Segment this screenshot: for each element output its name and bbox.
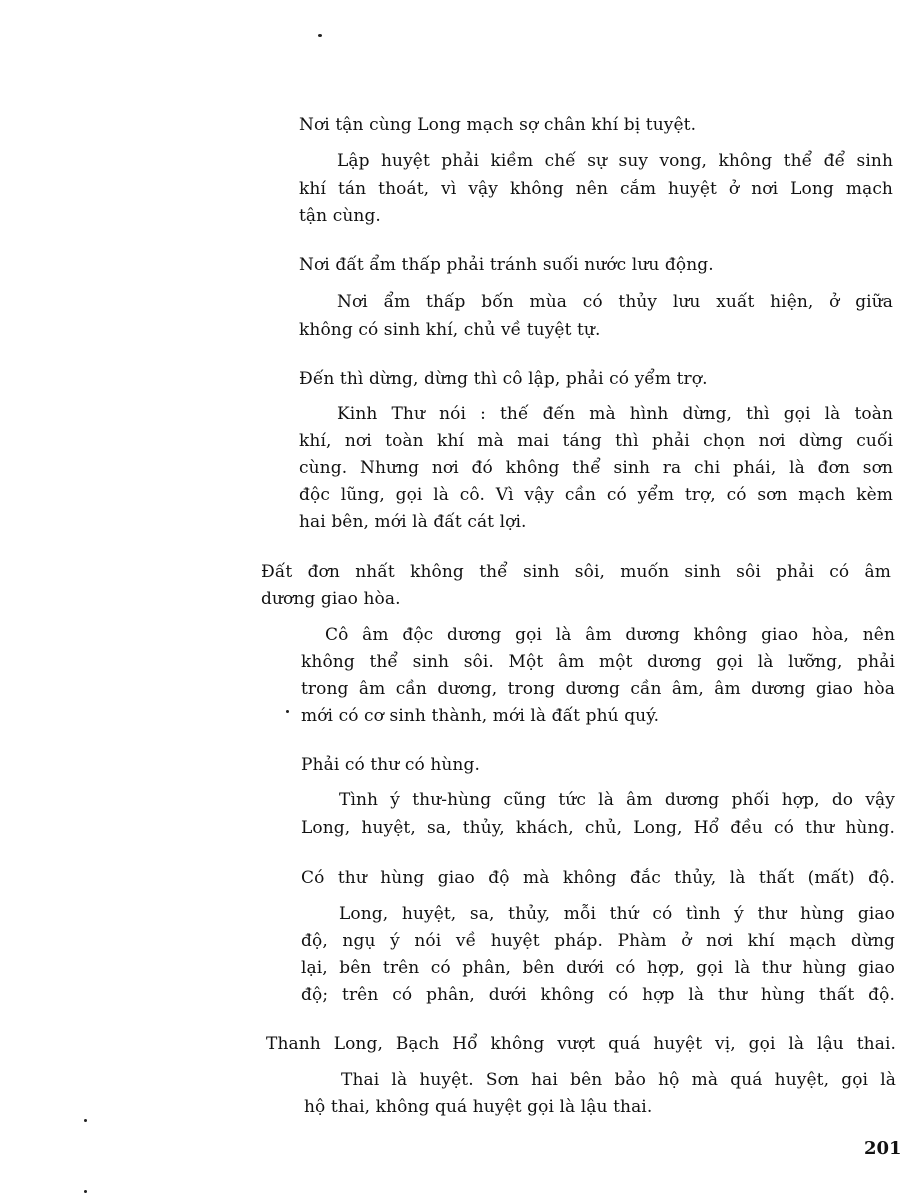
text-line: Thai là huyệt. Sơn hai bên bảo hộ mà quá huyệt, gọi là	[341, 1070, 896, 1090]
text-line: không có sinh khí, chủ về tuyệt tự.	[299, 320, 601, 340]
text-line: Thanh Long, Bạch Hổ không vượt quá huyệt vị, gọi là lậu thai.	[266, 1034, 896, 1054]
text-line: Cô âm độc dương gọi là âm dương không giao hòa, nên	[325, 625, 895, 645]
text-line: Có thư hùng giao độ mà không đắc thủy, là thất (mất) độ.	[301, 868, 895, 888]
text-line: Nơi đất ẩm thấp phải tránh suối nước lưu động.	[299, 255, 714, 275]
text-line: khí, nơi toàn khí mà mai táng thì phải chọn nơi dừng cuối	[299, 431, 893, 451]
text-line: trong âm cần dương, trong dương cần âm, âm dương giao hòa	[301, 679, 895, 699]
page-number: 201	[864, 1138, 902, 1159]
scan-speck	[84, 1119, 87, 1122]
text-line: độ, ngụ ý nói về huyệt pháp. Phàm ở nơi khí mạch dừng	[301, 931, 895, 951]
text-line: Nơi ẩm thấp bốn mùa có thủy lưu xuất hiện, ở giữa	[337, 292, 893, 312]
text-line: không thể sinh sôi. Một âm một dương gọi là lưỡng, phải	[301, 652, 895, 672]
text-line: tận cùng.	[299, 206, 381, 226]
text-line: Kinh Thư nói : thế đến mà hình dừng, thì gọi là toàn	[337, 404, 893, 424]
text-line: hai bên, mới là đất cát lợi.	[299, 512, 527, 532]
scan-speck	[286, 710, 289, 713]
text-line: Lập huyệt phải kiềm chế sự suy vong, không thể để sinh	[337, 151, 893, 171]
scan-speck	[84, 1190, 87, 1193]
text-line: Long, huyệt, sa, thủy, khách, chủ, Long, Hổ đều có thư hùng.	[301, 818, 895, 838]
scan-speck	[318, 34, 322, 37]
text-line: Phải có thư có hùng.	[301, 755, 480, 775]
text-line: dương giao hòa.	[261, 589, 401, 609]
text-line: độc lũng, gọi là cô. Vì vậy cần có yểm trợ, có sơn mạch kèm	[299, 485, 893, 505]
text-line: cùng. Nhưng nơi đó không thể sinh ra chi phái, là đơn sơn	[299, 458, 893, 478]
text-line: Đến thì dừng, dừng thì cô lập, phải có yểm trợ.	[299, 369, 708, 389]
text-line: Tình ý thư-hùng cũng tức là âm dương phối hợp, do vậy	[339, 790, 895, 810]
text-line: độ; trên có phân, dưới không có hợp là thư hùng thất độ.	[301, 985, 895, 1005]
text-line: khí tán thoát, vì vậy không nên cắm huyệt ở nơi Long mạch	[299, 179, 893, 199]
text-line: hộ thai, không quá huyệt gọi là lậu thai.	[304, 1097, 653, 1117]
text-line: lại, bên trên có phân, bên dưới có hợp, gọi là thư hùng giao	[301, 958, 895, 978]
text-line: Nơi tận cùng Long mạch sợ chân khí bị tuyệt.	[299, 115, 697, 135]
text-line: Đất đơn nhất không thể sinh sôi, muốn sinh sôi phải có âm	[261, 562, 891, 582]
text-line: Long, huyệt, sa, thủy, mỗi thứ có tình ý thư hùng giao	[339, 904, 895, 924]
text-line: mới có cơ sinh thành, mới là đất phú quý.	[301, 706, 660, 726]
